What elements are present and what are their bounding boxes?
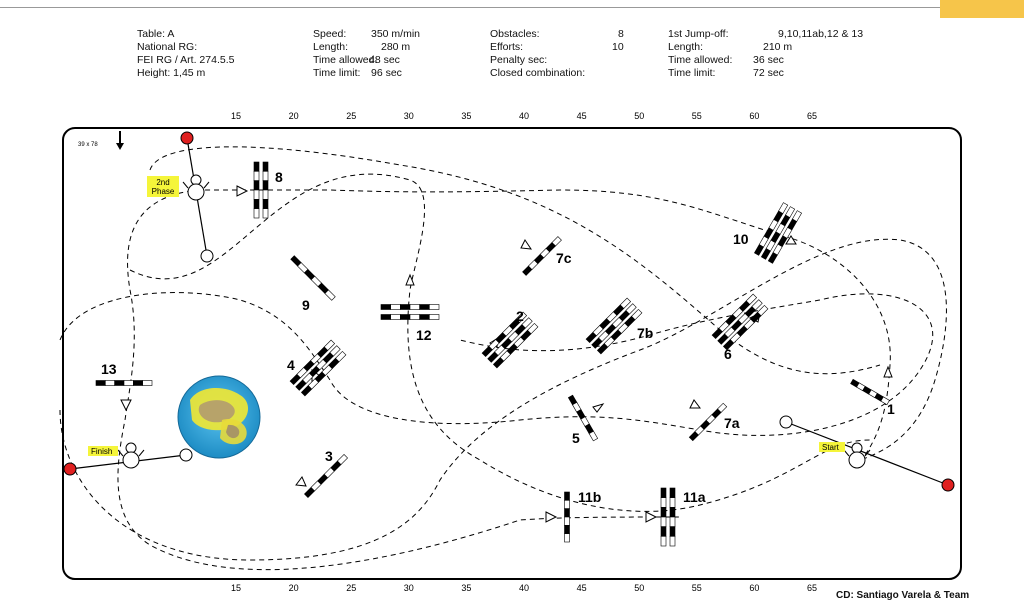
judge-icon-finish	[118, 443, 144, 468]
time-limit-label: Time limit:	[313, 67, 361, 79]
fence-number-11b: 11b	[578, 489, 602, 505]
start-marker-white	[780, 416, 792, 428]
start-flag-red	[942, 479, 954, 491]
jumpoff-time-limit-label: Time limit:	[668, 67, 716, 79]
scale-tick-label: 55	[691, 111, 702, 121]
fence-number-3: 3	[325, 448, 333, 464]
jumpoff-time-limit-value: 72 sec	[753, 67, 784, 79]
scale-tick-label: 65	[806, 111, 818, 121]
second-phase-marker-white	[201, 250, 213, 262]
scale-tick-label: 50	[634, 111, 645, 121]
fence-11a	[670, 488, 675, 546]
fence-11b	[565, 492, 570, 542]
obstacles-value: 8	[618, 28, 624, 40]
fence-6	[718, 300, 763, 345]
scale-top	[231, 111, 817, 121]
scale-bottom	[231, 583, 817, 593]
jumpoff-time-allowed-label: Time allowed:	[668, 54, 733, 66]
fence-7b	[597, 309, 642, 354]
credit-text: CD: Santiago Varela & Team	[836, 590, 970, 601]
fence-number-13: 13	[101, 361, 117, 377]
scale-tick-label: 45	[576, 111, 587, 121]
fence-number-9: 9	[302, 297, 310, 313]
scale-tick-label: 25	[346, 111, 357, 121]
arena-dimension-label: 39 x 78	[78, 142, 98, 148]
fence-number-2: 2	[516, 308, 524, 324]
info-height: Height: 1,45 m	[137, 67, 206, 79]
second-phase-label: 2nd Phase	[151, 178, 175, 196]
efforts-value: 10	[612, 41, 624, 53]
fence-8	[263, 162, 268, 218]
time-allowed-label: Time allowed:	[313, 54, 378, 66]
fence-6	[712, 294, 757, 339]
scale-tick-label: 20	[288, 583, 299, 593]
fence-7b	[592, 304, 637, 349]
efforts-label: Efforts:	[490, 41, 524, 53]
second-phase-flag-red	[181, 132, 193, 144]
info-fei-rg: FEI RG / Art. 274.5.5	[137, 54, 235, 66]
fence-number-12: 12	[416, 327, 432, 343]
scale-tick-label: 40	[518, 583, 530, 593]
fence-number-4: 4	[287, 357, 295, 373]
length-value: 280 m	[381, 41, 411, 53]
fences-layer	[96, 162, 889, 546]
fence-number-11a: 11a	[683, 489, 706, 505]
judge-icon-second-phase	[183, 175, 209, 200]
finish-marker-white	[180, 449, 192, 461]
scale-tick-label: 30	[403, 111, 414, 121]
fence-number-1: 1	[887, 401, 895, 417]
jumpoff-label: 1st Jump-off:	[668, 28, 729, 40]
fence-7a	[689, 403, 726, 440]
fence-number-10: 10	[733, 231, 749, 247]
scale-tick-label: 35	[461, 583, 472, 593]
speed-value: 350 m/min	[371, 28, 421, 40]
fence-12	[381, 315, 439, 320]
fence-4	[296, 346, 341, 391]
fence-9	[291, 256, 336, 301]
closed-combination-label: Closed combination:	[490, 67, 586, 79]
judge-icon-start	[844, 443, 870, 468]
fence-2	[493, 323, 538, 368]
jumpoff-length-value: 210 m	[763, 41, 793, 53]
route-path-loop-1	[130, 174, 870, 511]
fence-7b	[586, 298, 631, 343]
finish-label: Finish	[91, 447, 113, 456]
fence-number-7b: 7b	[637, 325, 654, 341]
scale-tick-label: 45	[576, 583, 587, 593]
jumpoff-time-allowed-value: 36 sec	[753, 54, 784, 66]
length-label: Length:	[313, 41, 349, 53]
info-national-rg: National RG:	[137, 41, 198, 53]
fence-11a	[661, 488, 666, 546]
jumpoff-fences: 9,10,11ab,12 & 13	[778, 28, 864, 40]
scale-tick-label: 60	[749, 111, 760, 121]
fence-number-7c: 7c	[556, 250, 572, 266]
time-limit-value: 96 sec	[371, 67, 402, 79]
speed-label: Speed:	[313, 28, 347, 40]
fence-12	[381, 305, 439, 310]
fence-13	[96, 381, 152, 386]
scale-tick-label: 55	[691, 583, 702, 593]
globe-decoration-icon	[178, 376, 260, 458]
fence-number-8: 8	[275, 169, 283, 185]
start-label: Start	[822, 443, 839, 452]
finish-flag-red	[64, 463, 76, 475]
fence-4	[301, 351, 346, 396]
fence-number-6: 6	[724, 346, 732, 362]
time-allowed-value: 48 sec	[369, 54, 400, 66]
jumpoff-length-label: Length:	[668, 41, 704, 53]
scale-tick-label: 15	[230, 111, 242, 121]
scale-tick-label: 25	[346, 583, 357, 593]
fence-6	[723, 305, 768, 350]
scale-tick-label: 50	[634, 583, 645, 593]
info-table: Table: A	[137, 28, 175, 40]
scale-tick-label: 65	[806, 583, 818, 593]
fence-number-7a: 7a	[724, 415, 740, 431]
scale-tick-label: 30	[403, 583, 414, 593]
fence-number-5: 5	[572, 430, 580, 446]
penalty-label: Penalty sec:	[490, 54, 548, 66]
scale-tick-label: 40	[518, 111, 530, 121]
scale-tick-label: 35	[461, 111, 472, 121]
scale-tick-label: 15	[230, 583, 242, 593]
fence-1	[851, 379, 890, 404]
fence-8	[254, 162, 259, 218]
scale-tick-label: 60	[749, 583, 760, 593]
scale-tick-label: 20	[288, 111, 299, 121]
obstacles-label: Obstacles:	[490, 28, 540, 40]
